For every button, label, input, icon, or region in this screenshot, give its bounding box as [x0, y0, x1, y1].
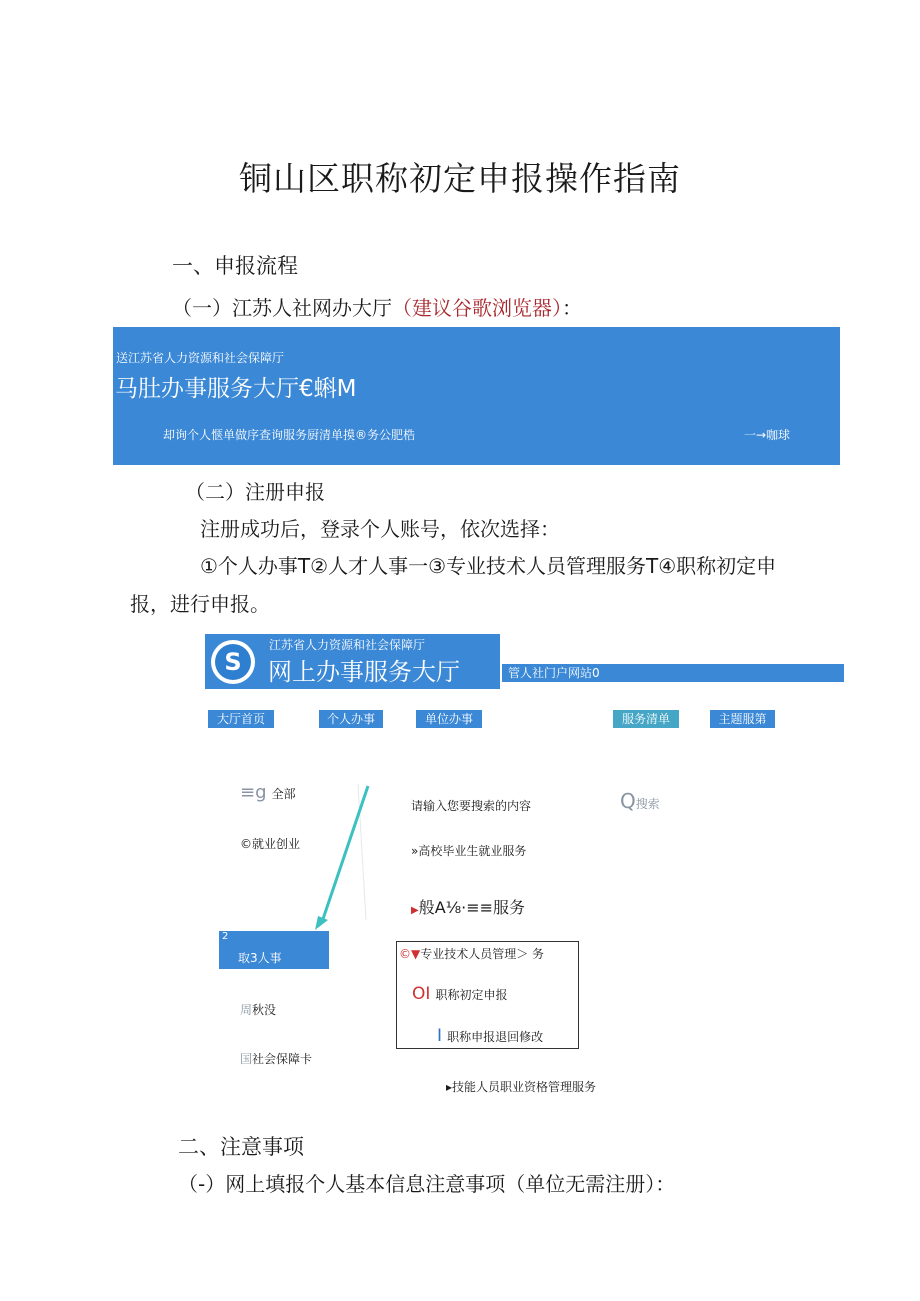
subheading-jiangsu-hall — [172, 292, 582, 321]
section-heading-process: 一、申报流程 — [172, 254, 298, 278]
menu-social-card-icon: 国 — [240, 1052, 253, 1066]
menu-all-icon: ≡g — [240, 782, 267, 803]
submenu-return-icon: I — [437, 1026, 443, 1046]
arrow-shaft — [322, 786, 368, 922]
portal-hall-name: 网上办事服务大厅 — [268, 658, 460, 686]
search-input[interactable]: 请输入您要搜索的内容 — [411, 799, 532, 813]
banner-subtitle: 送江苏省人力资源和社会保障厅 — [116, 351, 285, 365]
portal-org-name: 江苏省人力资源和社会保障厅 — [269, 638, 426, 652]
search-label: 搜索 — [635, 797, 660, 811]
menu-item3[interactable] — [240, 1001, 276, 1018]
service-graduate[interactable]: »高校毕业生就业服务 — [411, 844, 527, 858]
banner-go-link[interactable]: 一→咖球 — [743, 428, 790, 442]
subheading-personal-info: （-）网上填报个人基本信息注意事项（单位无需注册）： — [178, 1172, 676, 1196]
portal-header — [205, 634, 500, 689]
service-skills[interactable]: ▸技能人员职业资格管理服务 — [446, 1080, 597, 1094]
arrow-head-icon — [315, 916, 328, 930]
banner-title: 马肚办事服务大厅€蝌M — [115, 376, 357, 402]
service-garbled-label: 般A⅛·≡≡服务 — [418, 898, 526, 917]
menu-employment[interactable]: ©就业创业 — [240, 837, 301, 851]
submenu-apply-icon: OI — [412, 984, 431, 1004]
pointer-arrow — [300, 780, 380, 940]
service-garbled[interactable] — [411, 895, 526, 917]
menu-social-card-label: 社会保障卡 — [252, 1052, 313, 1066]
logo-emblem-icon: S — [215, 644, 251, 680]
menu-social-card[interactable] — [240, 1050, 312, 1067]
menu-item3-label: 秋没 — [252, 1003, 277, 1017]
logo — [211, 640, 255, 684]
search-icon: Q — [620, 789, 636, 813]
section-heading-notes: 二、注意事项 — [178, 1135, 304, 1159]
page-title: 铜山区职称初定申报操作指南 — [239, 159, 681, 198]
browser-note: （建议谷歌浏览器） — [392, 296, 562, 320]
nav-theme[interactable]: 主题服第 — [710, 710, 775, 728]
submenu-header[interactable] — [399, 945, 544, 962]
service-garbled-icon: ▶ — [411, 905, 419, 916]
professional-submenu — [396, 941, 579, 1049]
banner-service-line: 却询个人惬单做序查询服务厨清单摸®务公肥梏 — [163, 428, 416, 442]
submenu-apply-label: 职称初定申报 — [435, 988, 508, 1002]
menu-talent-number: 2 — [222, 931, 229, 942]
submenu-header-label: 专业技术人员管理＞ 务 — [420, 947, 545, 961]
hall-banner[interactable] — [113, 327, 840, 465]
subheading-register: （二）注册申报 — [185, 480, 325, 504]
nav-unit[interactable]: 单位办事 — [416, 710, 482, 728]
nav-personal[interactable]: 个人办事 — [319, 710, 383, 728]
colon: ： — [562, 296, 582, 320]
submenu-header-icon: ©▼ — [399, 947, 421, 961]
menu-all-label: 全部 — [271, 787, 296, 801]
subheading-label: （一）江苏人社网办大厅 — [172, 296, 392, 320]
search-button[interactable] — [620, 789, 660, 813]
menu-item3-icon: 周 — [240, 1003, 253, 1017]
submenu-return-modify[interactable] — [437, 1026, 543, 1046]
paragraph-after-register: 注册成功后，登录个人账号，依次选择： — [200, 517, 560, 541]
paragraph-steps-line2: 报，进行申报。 — [130, 592, 270, 616]
menu-talent-label: 取3人事 — [238, 951, 282, 965]
nav-home[interactable]: 大厅首页 — [208, 710, 274, 728]
nav-service-list[interactable]: 服务清单 — [613, 710, 679, 728]
submenu-return-label: 职称申报退回修改 — [447, 1030, 544, 1044]
menu-all[interactable] — [240, 782, 296, 803]
portal-website-link[interactable]: 管人社门户网站0 — [502, 664, 844, 682]
submenu-title-apply[interactable] — [412, 984, 508, 1004]
paragraph-steps-line1: ①个人办事T②人才人事一③专业技术人员管理服务T④职称初定申 — [200, 554, 777, 578]
